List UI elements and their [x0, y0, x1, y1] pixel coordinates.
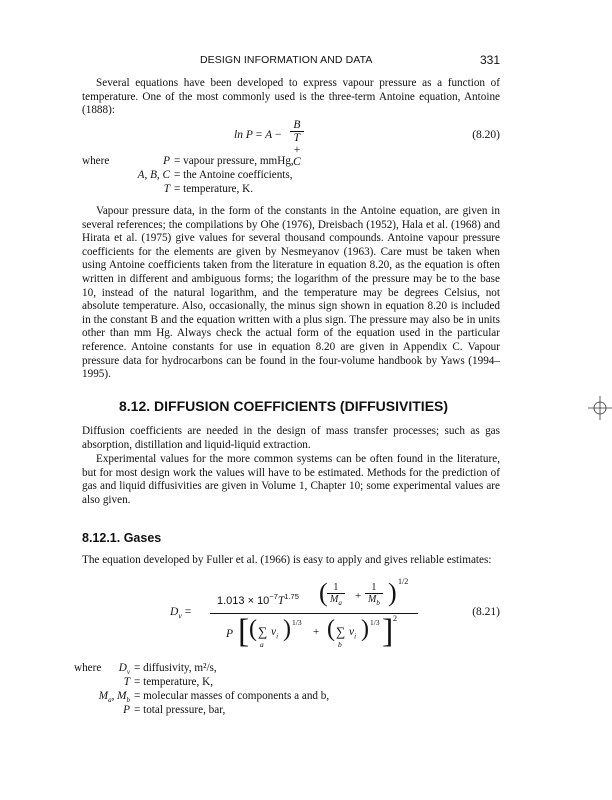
eq-8-21-lhs: D	[170, 606, 179, 618]
section-title: 8.12. DIFFUSION COEFFICIENTS (DIFFUSIVITIES)	[119, 398, 449, 414]
def-temperature: = temperature, K.	[174, 183, 253, 195]
sum-a-under: a	[260, 640, 264, 649]
eq-8-21-square: 2	[393, 614, 397, 623]
right-bracket-icon: ]	[382, 613, 394, 650]
sum-a-var-sub: i	[276, 632, 279, 641]
sum-b-var-sub: i	[354, 632, 357, 641]
symbol-t-2: T	[123, 676, 130, 688]
symbol-dv: D	[118, 662, 127, 674]
frac-a-den: M	[330, 594, 339, 605]
intro-paragraph: Several equations have been developed to express vapour pressure as a function of temperature. One of the most commonly used is the three-term Antoine equation, Antoine (1888):	[82, 77, 500, 117]
eq-8-20-numerator: B	[293, 119, 301, 131]
frac-a-sub: a	[338, 599, 342, 607]
sum-a-left-paren-icon: (	[249, 616, 257, 642]
frac-a-num: 1	[333, 582, 339, 593]
frac-b-sub: b	[376, 599, 380, 607]
symbol-t: T	[163, 183, 170, 195]
diffusion-paragraph-2: Experimental values for the more common systems can be often found in the literature, but for most design work the values will have to be estimated. Methods for the prediction of gas and liquid diffusivities are given in Volume 1, Chapter 10; some experimental values are also given.	[82, 453, 500, 506]
left-paren-icon: (	[319, 578, 328, 607]
sum-a-right-paren-icon: )	[283, 616, 291, 642]
eq-8-21-frac-a	[327, 582, 345, 607]
symbol-ma-sub: a	[108, 696, 112, 705]
crop-mark-icon	[588, 396, 612, 420]
frac-b-den: M	[368, 594, 377, 605]
sum-b-exp: 1/3	[370, 618, 380, 627]
header-title: DESIGN INFORMATION AND DATA	[200, 54, 373, 66]
def-temperature-2: = temperature, K,	[134, 676, 213, 688]
eq-8-21-outer-exp: 1/2	[398, 577, 409, 586]
where-lead: where	[82, 155, 110, 167]
sum-a-exp: 1/3	[292, 618, 302, 627]
vapour-pressure-paragraph: Vapour pressure data, in the form of the constants in the Antoine equation, are given in several references; the compilations by Ohe (1976), Dreisbach (1952), Hala et al. (1968) and Hirata et al. (1975) give values for several thousand compounds. Antoine vapour pressure coefficients for the elements are given by Nesmeyanov (1963). Care must be taken when using Antoine coefficients taken from the literature in equation 8.20, as the equation is often written in different and ambiguous forms; the logarithm of the pressure may be to the base 10, instead of the natural logarithm, and the temperature may be degrees Celsius, not absolute temperature. Also, occasionally, the minus sign shown in equation 8.20 is included in the constant B and the equation written with a plus sign. The pressure may also be in units other than mm Hg. Always check the actual form of the equation used in the particular reference. Antoine constants for use in equation 8.20 are given in Appendix C. Vapour pressure data for hydrocarbons can be found in the four-volume handbook by Yaws (1994–1995).	[82, 205, 500, 381]
frac-b-num: 1	[371, 582, 377, 593]
equation-8-21: $D_v$ = $1.013 \times 10^{-7}T^{1.75}$ ( $\frac{1}{M_a}$ + $\frac{1}{M_b}$ ) 1/2 P [ ( ∑ $v_i$ a ) 1/3 + ( ∑ $v_i$ b ) 1/3 ] 2 (8.21)	[170, 577, 500, 650]
eq-8-21-den-p: P	[226, 628, 234, 640]
where-lead-2: where	[74, 662, 102, 674]
sum-b-left-paren-icon: (	[327, 616, 335, 642]
sum-a-symbol: ∑	[258, 624, 268, 639]
denominator-plus: +	[313, 626, 320, 638]
symbol-mb: M	[117, 690, 127, 702]
diffusion-paragraph-1: Diffusion coefficients are needed in the design of mass transfer processes; such as gas absorption, distillation and liquid-liquid extraction.	[82, 425, 500, 451]
sum-b-right-paren-icon: )	[361, 616, 369, 642]
def-vapour-pressure: = vapour pressure, mmHg,	[174, 155, 294, 167]
equation-8-20: ln P = A − $\frac{B}{T + C}$ (8.20)	[234, 119, 500, 168]
running-header	[82, 54, 500, 70]
symbol-ma: M	[98, 690, 109, 702]
def-molecular-masses: = molecular masses of components a and b,	[134, 690, 330, 702]
symbol-dv-sub: v	[126, 668, 130, 677]
def-diffusivity: = diffusivity, m²/s,	[134, 662, 217, 674]
document-page: DESIGN INFORMATION AND DATA 331 Several equations have been developed to express vapour pressure as a function of temperature. One of the most commonly used is the three-term Antoine equation, Antoine (1888): ln P = A − $\frac{B}{T + C}$ (8.20) where P = vapour pressure, mmHg, A, B, C = the Antoine coefficients, T = temperature, K. Vapour pressure data, in the form of the constants in the Antoine equation, are given in several references; the compilations by Ohe (1976), Dreisbach (1952), Hala et al. (1968) and Hirata et al. (1975) give values for several thousand compounds. Antoine vapour pressure coefficients for the elements are given by Nesmeyanov (1963). Care must be taken when using Antoine coefficients taken from the literature in equation 8.20, as the equation is often written in different and ambiguous forms; the logarithm of the pressure may be to the base 10, instead of the natural logarithm, and the temperature may be degrees Celsius, not absolute temperature. Also, occasionally, the minus sign shown in equation 8.20 is included in the constant B and the equation written with a plus sign. The pressure may also be in units other than mm Hg. Always check the actual form of the equation used in the particular reference. Antoine constants for use in equation 8.20 are given in Appendix C. Vapour pressure data for hydrocarbons can be found in the four-volume handbook by Yaws (1994–1995). 8.12. DIFFUSION COEFFICIENTS (DIFFUSIVITIES) Diffusion coefficients are needed in the design of mass transfer processes; such as gas absorption, distillation and liquid-liquid extraction. Experimental values for the more common systems can be often found in the literature, but for most design work the values will have to be estimated. Methods for the prediction of gas and liquid diffusivities are given in Volume 1, Chapter 10; some experimental values are also given. 8.12.1. Gases The equation developed by Fuller et al. (1966) is easy to apply and gives reliable estimates: $D_v$ = $1.013 \times 10^{-7}T^{1.75}$ ( $\frac{1}{M_a}$ + $\frac{1}{M_b}$ ) 1/2 P [ ( ∑ $v_i$ a ) 1/3 + ( ∑ $v_i$ b ) 1/3 ] 2 (8.21) where $D_v$ = diffusivity, m²/s, T = temperature, K, $M_a$, $M_b$ = molecular masses of components a and b, P = total pressure, bar,	[0, 0, 612, 800]
eq-8-21-frac-b	[365, 582, 383, 607]
eq-8-21-number: (8.21)	[472, 606, 500, 618]
def-antoine-coeffs: = the Antoine coefficients,	[174, 169, 293, 181]
symbol-mb-sub: b	[126, 696, 130, 705]
symbol-p-2: P	[123, 704, 130, 716]
def-total-pressure: = total pressure, bar,	[134, 704, 226, 716]
sum-b-under: b	[338, 640, 342, 649]
page-number: 331	[479, 53, 500, 67]
eq-8-21-t: T	[277, 594, 285, 607]
eq-8-20-number: (8.20)	[472, 129, 500, 141]
gases-paragraph: The equation developed by Fuller et al. (1966) is easy to apply and gives reliable estimates:	[82, 554, 492, 566]
subsection-title: 8.12.1. Gases	[82, 531, 162, 545]
sum-b-var: v	[349, 626, 355, 638]
eq-8-21-t-exp: 1.75	[284, 592, 299, 601]
sum-a-var: v	[271, 626, 277, 638]
eq-8-21-exp: −7	[269, 592, 278, 601]
eq-8-21-coef: 1.013 × 10	[217, 594, 270, 607]
symbol-abc: A, B, C	[137, 169, 170, 181]
symbol-p: P	[163, 155, 170, 167]
eq-8-21-plus: +	[355, 590, 362, 602]
left-bracket-icon: [	[238, 613, 250, 650]
sum-b-symbol: ∑	[336, 624, 346, 639]
right-paren-icon: )	[388, 578, 397, 607]
eq-8-21-lhs-sub: v	[178, 611, 182, 621]
eq-8-20-denominator: T + C	[290, 131, 304, 168]
